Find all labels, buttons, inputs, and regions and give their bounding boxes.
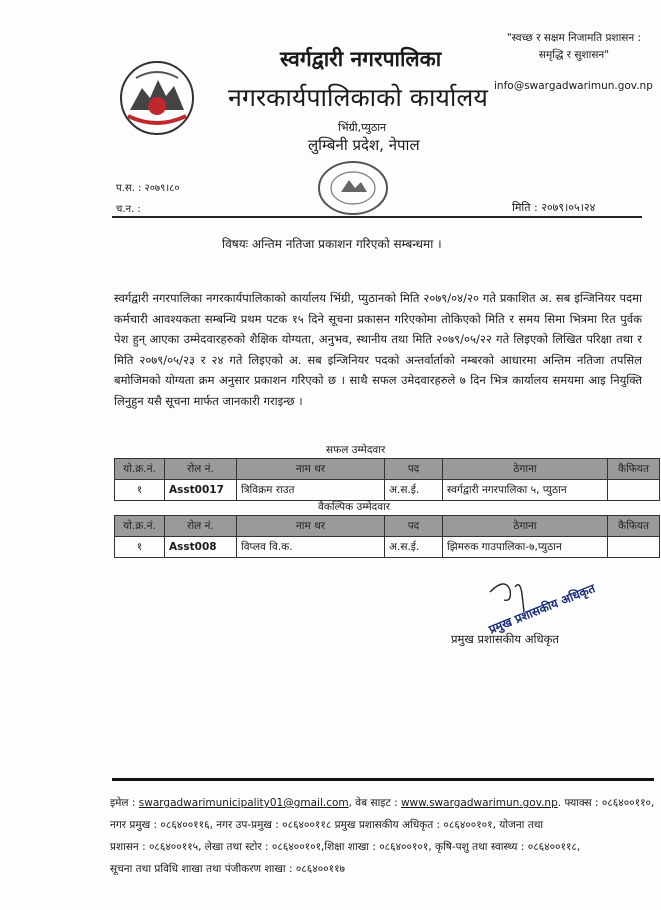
cell-post: अ.स.ई. xyxy=(385,537,443,558)
motto-line-2: समृद्धि र सुशासन" xyxy=(538,49,610,61)
col-address: ठेगाना xyxy=(443,516,608,537)
letter-date: मिति : २०७९।०५।२४ xyxy=(512,201,596,214)
col-name: नाम थर xyxy=(237,516,385,537)
cell-remarks xyxy=(608,537,660,558)
footer-fax: . फ्याक्स : ०८६४००११०, xyxy=(557,797,655,809)
nepal-emblem-icon xyxy=(118,58,196,138)
cell-name: त्रिविक्रम राउत xyxy=(237,480,385,501)
motto xyxy=(494,30,654,64)
alternate-table xyxy=(114,515,660,558)
col-roll: रोल नं. xyxy=(165,516,237,537)
footer-website-label: , वेब साइट : xyxy=(348,797,401,809)
cell-roll: Asst0017 xyxy=(165,480,237,501)
table-row xyxy=(115,537,660,558)
col-roll: रोल नं. xyxy=(165,459,237,480)
cell-remarks xyxy=(608,480,660,501)
dispatch-number: च.न. : xyxy=(116,204,141,215)
alternate-caption: वैकल्पिक उम्मेदवार xyxy=(318,501,391,513)
col-post: पद xyxy=(385,516,443,537)
motto-line-1: "स्वच्छ र सक्षम निजामति प्रशासन : xyxy=(506,32,642,44)
table-header-row xyxy=(115,459,660,480)
cell-name: विप्लव वि.क. xyxy=(237,537,385,558)
address-line-1: भिंग्री,प्युठान xyxy=(338,121,387,134)
col-name: नाम थर xyxy=(237,459,385,480)
reference-number: प.स. : २०७९।८० xyxy=(116,183,180,194)
footer-line-2: नगर प्रमुख : ०८६४००११६, नगर उप-प्रमुख : ०८६४००११८ प्रमुख प्रशासकीय अधिकृत : ०८६४००१०१, योजना तथा xyxy=(110,819,544,831)
footer-divider xyxy=(112,778,654,781)
footer-website-link[interactable]: www.swargadwarimun.gov.np xyxy=(400,797,558,809)
col-serial: यो.क्र.नं. xyxy=(115,516,165,537)
office-seal-icon xyxy=(313,158,393,218)
col-address: ठेगाना xyxy=(443,459,608,480)
col-post: पद xyxy=(385,459,443,480)
notice-body: स्वर्गद्वारी नगरपालिका नगरकार्यपालिकाको कार्यालय भिंग्री, प्युठानको मिति २०७९/०४/२० गते प्रकाशित अ. सब इन्जिनियर पदमा कर्मचारी आवश्यकता सम्बन्धि प्रथम पटक १५ दिने सूचना प्रकासन गरिएकोमा तोकिएको मिति र समय सिमा भित्रमा रित पुर्वक पेश हुन् आएका उम्मेदवारहरुको शैक्षिक योग्यता, अनुभव, स्थानीय तथा मिति २०७९/०५/२२ गते लिइएको लिखित परिक्षा तथा र मिति २०७९/०५/२३ र २४ गते लिइएको अ. सब इन्जिनियर पदको अन्तर्वार्ताको नम्बरको आधारमा अन्तिम नतिजा तपसिल बमोजिमको योग्यता क्रम अनुसार प्रकाशन गरिएको छ । साथै सफल उमेदवारहरुले ७ दिन भित्र कार्यालय समयमा आइ नियुक्ति लिनुहुन यसै सूचना मार्फत जानकारी गराइन्छ । xyxy=(114,291,642,408)
footer-line-3: प्रशासन : ०८६४००११५, लेखा तथा स्टोर : ०८६४००१०१,शिक्षा शाखा : ०८६४००१०१, कृषि-पशु तथा स्वास्थ्य : ०८६४००११८, xyxy=(110,841,581,853)
cell-roll: Asst008 xyxy=(165,537,237,558)
cell-serial: १ xyxy=(115,480,165,501)
org-name: स्वर्गद्वारी नगरपालिका xyxy=(280,47,442,71)
footer-email-link[interactable]: swargadwarimunicipality01@gmail.com xyxy=(138,797,349,809)
footer-line-1 xyxy=(110,792,660,814)
col-serial: यो.क्र.नं. xyxy=(115,459,165,480)
table-row xyxy=(115,480,660,501)
footer-contacts xyxy=(110,792,660,880)
signatory-title: प्रमुख प्रशासकीय अधिकृत xyxy=(451,632,559,646)
header-email[interactable]: info@swargadwarimun.gov.np xyxy=(494,80,653,92)
footer-line-4: सूचना तथा प्रविधि शाखा तथा पंजीकरण शाखा : ०८६४००११७ xyxy=(110,863,345,875)
officer-stamp: प्रमुख प्रशासकीय अधिकृत xyxy=(486,581,598,637)
cell-serial: १ xyxy=(115,537,165,558)
footer-email-label: इमेल : xyxy=(110,797,139,809)
cell-address: स्वर्गद्वारी नगरपालिका ५, प्युठान xyxy=(443,480,608,501)
table-header-row xyxy=(115,516,660,537)
successful-caption-text: सफल उम्मेदवार xyxy=(326,444,386,456)
header-divider xyxy=(112,216,642,218)
office-name: नगरकार्यपालिकाको कार्यालय xyxy=(228,83,488,112)
subject-line: विषयः अन्तिम नतिजा प्रकाशन गरिएको सम्बन्धमा । xyxy=(222,237,442,251)
cell-post: अ.स.ई. xyxy=(385,480,443,501)
col-remarks: कैफियत xyxy=(608,459,660,480)
cell-address: झिमरुक गाउपालिका-७,प्युठान xyxy=(443,537,608,558)
col-remarks: कैफियत xyxy=(608,516,660,537)
address-line-2: लुम्बिनी प्रदेश, नेपाल xyxy=(308,136,420,154)
successful-table xyxy=(114,458,660,501)
